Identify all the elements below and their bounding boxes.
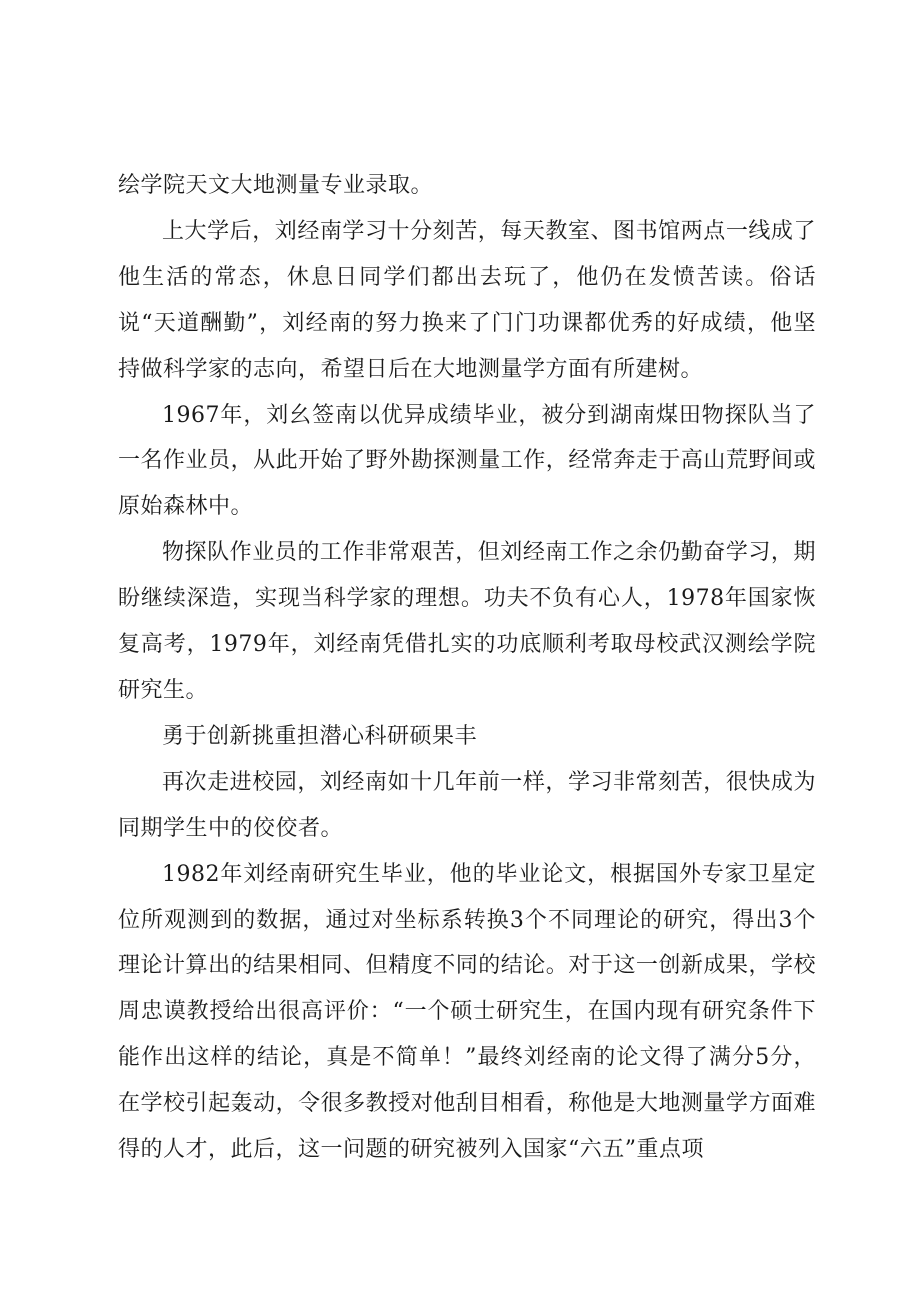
paragraph-continuation: 绘学院天文大地测量专业录取。 xyxy=(118,173,434,198)
paragraph-university-study: 上大学后，刘经南学习十分刻苦，每天教室、图书馆两点一线成了他生活的常态，休息日同学们都出去玩了，他仍在发愤苦读。俗话说“天道酬勤”，刘经南的努力换来了门门功课都优秀的好成绩，他坚持做科学家的志向，希望日后在大地测量学方面有所建树。 xyxy=(118,218,816,382)
section-heading: 勇于创新挑重担潜心科研硕果丰 xyxy=(162,723,478,749)
paragraph-return-campus: 再次走进校园，刘经南如十几年前一样，学习非常刻苦，很快成为同期学生中的佼佼者。 xyxy=(118,769,816,841)
document-body xyxy=(118,163,816,1173)
paragraph-thesis-1982: 1982年刘经南研究生毕业，他的毕业论文，根据国外专家卫星定位所观测到的数据，通过对坐标系转换3个不同理论的研究，得出3个理论计算出的结果相同、但精度不同的结论。对于这一创新成果，学校周忠谟教授给出很高评价：“一个硕士研究生，在国内现有研究条件下能作出这样的结论，真是不简单！”最终刘经南的论文得了满分5分，在学校引起轰动，令很多教授对他刮目相看，称他是大地测量学方面难得的人才，此后，这一问题的研究被列入国家“六五”重点项 xyxy=(118,861,816,1163)
paragraph-graduation-1967: 1967年，刘幺签南以优异成绩毕业，被分到湖南煤田物探队当了一名作业员，从此开始了野外勘探测量工作，经常奔走于高山荒野间或原始森林中。 xyxy=(118,402,816,520)
paragraph-graduate-exam: 物探队作业员的工作非常艰苦，但刘经南工作之余仍勤奋学习，期盼继续深造，实现当科学家的理想。功夫不负有心人，1978年国家恢复高考，1979年，刘经南凭借扎实的功底顺利考取母校武汉测绘学院研究生。 xyxy=(118,540,816,703)
